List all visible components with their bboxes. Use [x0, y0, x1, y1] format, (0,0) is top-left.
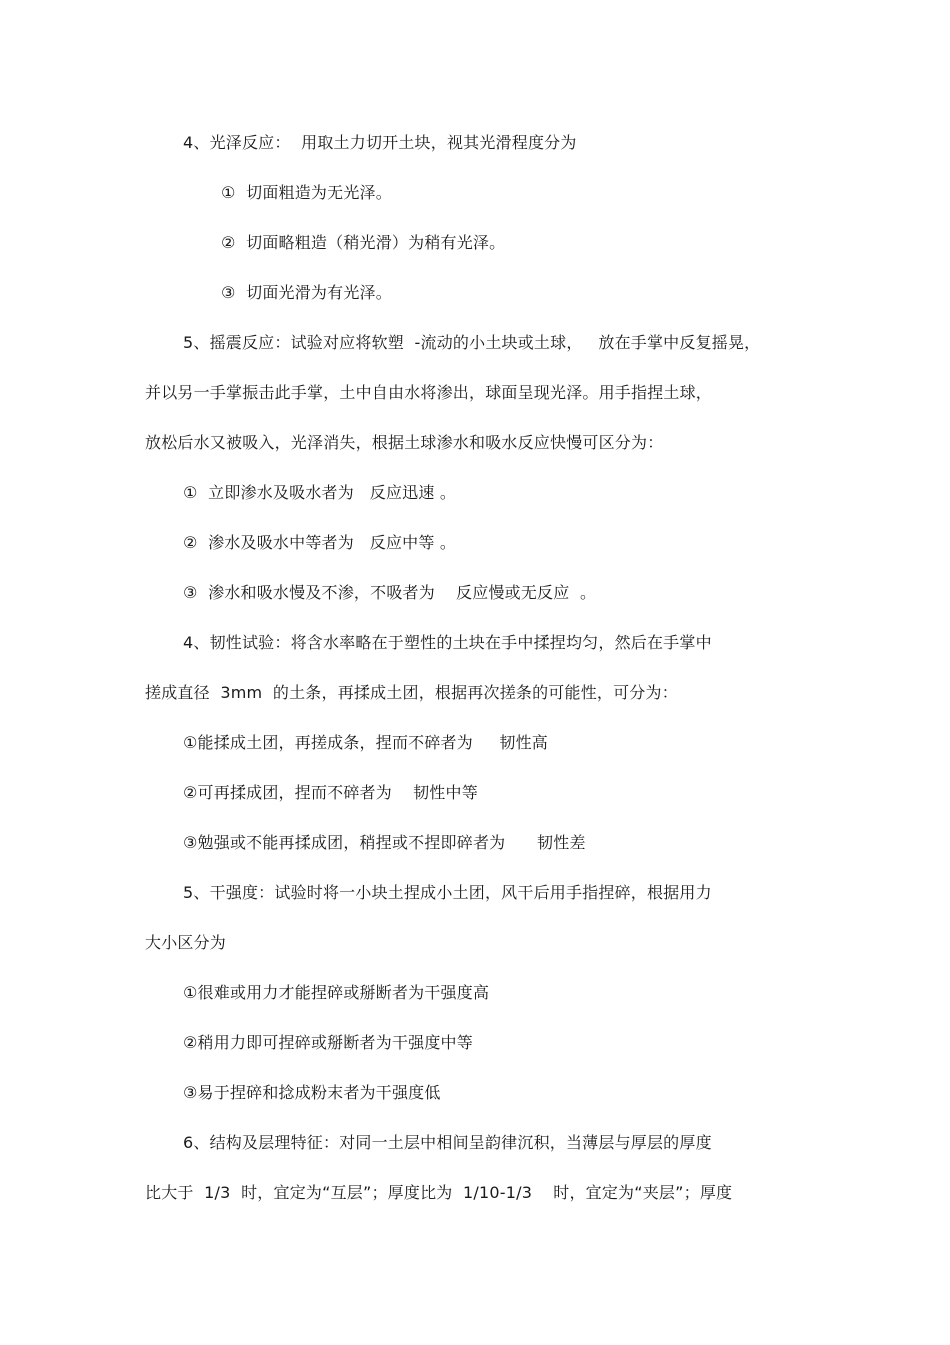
- toughness-item-2: ②可再揉成团，捏而不碎者为 韧性中等: [183, 783, 478, 802]
- toughness-item-3: ③勉强或不能再揉成团，稍捏或不捏即碎者为 韧性差: [183, 833, 586, 852]
- para-toughness-line-1: 4、韧性试验：将含水率略在于塑性的土块在手中揉捏均匀，然后在手掌中: [183, 633, 712, 652]
- dry-strength-item-2: ②稍用力即可捏碎或掰断者为干强度中等: [183, 1033, 473, 1052]
- para-shake-line-2: 并以另一手掌振击此手掌，土中自由水将渗出，球面呈现光泽。用手指捏土球，: [145, 383, 713, 402]
- dry-strength-item-1: ①很难或用力才能捏碎或掰断者为干强度高: [183, 983, 490, 1002]
- shake-item-2: ② 渗水及吸水中等者为 反应中等 。: [183, 533, 457, 552]
- luster-item-3: ③ 切面光滑为有光泽。: [221, 283, 392, 302]
- dry-strength-item-3: ③易于捏碎和捻成粉末者为干强度低: [183, 1083, 441, 1102]
- para-structure-line-2: 比大于 1/3 时，宜定为“互层”；厚度比为 1/10-1/3 时，宜定为“夹层”；厚度: [145, 1183, 733, 1202]
- para-shake-line-3: 放松后水又被吸入，光泽消失，根据土球渗水和吸水反应快慢可区分为：: [145, 433, 664, 452]
- luster-item-1: ① 切面粗造为无光泽。: [221, 183, 392, 202]
- shake-item-3: ③ 渗水和吸水慢及不渗，不吸者为 反应慢或无反应 。: [183, 583, 597, 602]
- para-dry-strength-line-2: 大小区分为: [145, 933, 227, 952]
- shake-item-1: ① 立即渗水及吸水者为 反应迅速 。: [183, 483, 457, 502]
- para-shake-line-1: 5、摇震反应：试验对应将软塑 -流动的小土块或土球， 放在手掌中反复摇晃，: [183, 333, 761, 352]
- toughness-item-1: ①能揉成土团，再搓成条，捏而不碎者为 韧性高: [183, 733, 548, 752]
- para-luster-heading: 4、光泽反应： 用取土力切开土块，视其光滑程度分为: [183, 133, 577, 152]
- para-dry-strength-line-1: 5、干强度：试验时将一小块土捏成小土团，风干后用手指捏碎，根据用力: [183, 883, 712, 902]
- para-toughness-line-2: 搓成直径 3mm 的土条，再揉成土团，根据再次搓条的可能性，可分为：: [145, 683, 678, 702]
- para-structure-line-1: 6、结构及层理特征：对同一土层中相间呈韵律沉积，当薄层与厚层的厚度: [183, 1133, 712, 1152]
- luster-item-2: ② 切面略粗造（稍光滑）为稍有光泽。: [221, 233, 506, 252]
